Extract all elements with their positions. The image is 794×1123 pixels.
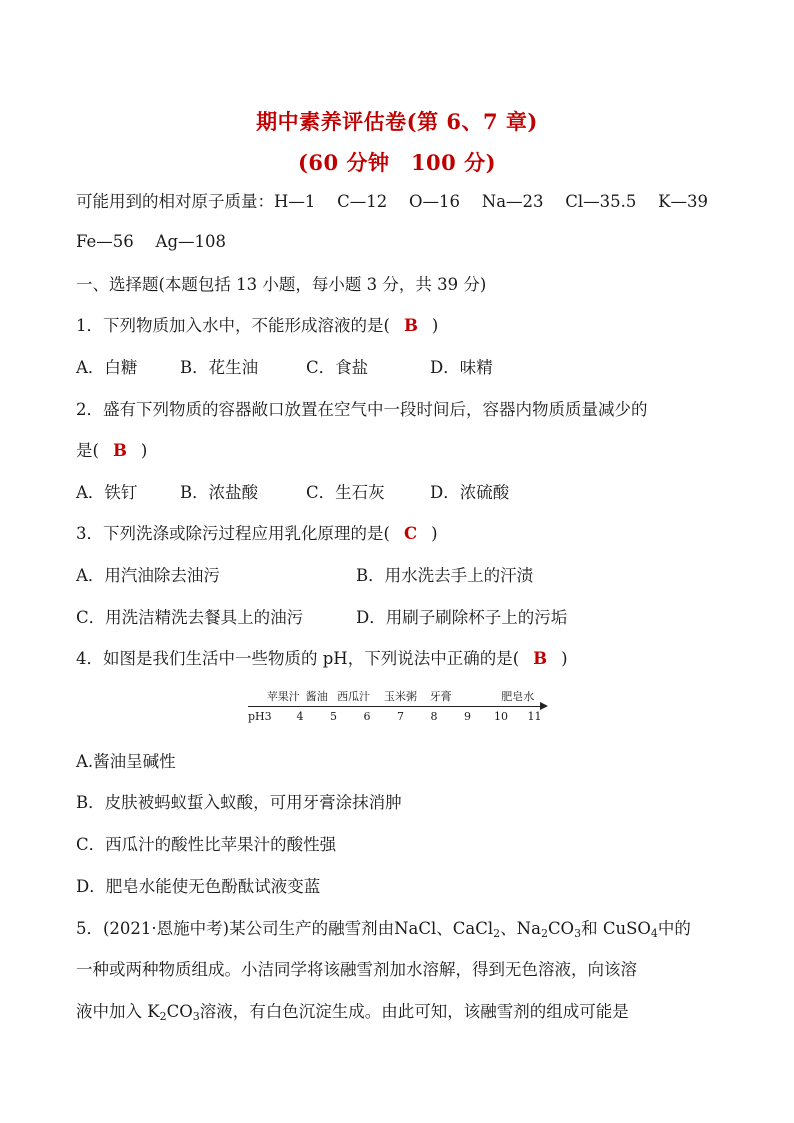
question-2-text: 是(	[76, 441, 99, 460]
option: D．味精	[430, 358, 493, 377]
q5-text: 5．(2021·恩施中考)某公司生产的融雪剂由NaCl、CaCl	[76, 919, 494, 938]
option: C．食盐	[306, 358, 369, 377]
ph-substance-label: 西瓜汁	[337, 690, 371, 703]
question-2-answer: B	[112, 441, 127, 460]
option: A．用汽油除去油污	[76, 566, 220, 585]
ph-substance-label: 肥皂水	[501, 690, 535, 703]
ph-tick-label: 7	[397, 710, 404, 723]
ph-tick-label: 8	[430, 710, 438, 723]
question-5-line-2: 一种或两种物质组成。小洁同学将该融雪剂加水溶解，得到无色溶液，向该溶	[76, 960, 637, 979]
atomic-mass-values: H—1 C—12 O—16 Na—23 Cl—35.5 K—39	[274, 192, 708, 211]
ph-tick-label: 6	[363, 710, 371, 723]
question-1-close: )	[431, 316, 439, 335]
question-4-text: 4．如图是我们生活中一些物质的 pH，下列说法中正确的是(	[76, 649, 520, 668]
atomic-mass-line-2: Fe—56 Ag—108	[76, 232, 227, 251]
ph-tick-label: 11	[527, 710, 542, 723]
option: C．生石灰	[306, 483, 385, 502]
option: B．用水洗去手上的汗渍	[356, 566, 534, 585]
q5-subscript: 2	[159, 1010, 167, 1023]
question-4-option-b: B．皮肤被蚂蚁蜇入蚁酸，可用牙膏涂抹消肿	[76, 793, 402, 812]
option: C．用洗洁精洗去餐具上的油污	[76, 608, 304, 627]
question-4-close: )	[561, 649, 568, 668]
question-1-stem	[76, 315, 438, 337]
question-5-line-3	[76, 1001, 629, 1028]
question-4-option-d: D．肥皂水能使无色酚酞试液变蓝	[76, 877, 321, 896]
q5-subscript: 3	[192, 1010, 200, 1023]
question-4-option-a: A.酱油呈碱性	[76, 752, 176, 771]
ph-tick-label: 5	[330, 710, 337, 723]
ph-tick-label: 10	[494, 710, 508, 723]
atomic-mass-line-1	[76, 191, 708, 213]
option: A．铁钉	[76, 483, 138, 502]
ph-substance-label: 苹果汁	[266, 690, 300, 703]
q5-text: 、Na	[500, 919, 541, 938]
option: D．浓硫酸	[430, 483, 510, 502]
question-4-stem	[76, 648, 568, 670]
q5-text: 溶液，有白色沉淀生成。由此可知，该融雪剂的组成可能是	[199, 1002, 629, 1021]
q5-subscript: 2	[540, 927, 548, 940]
ph-tick-label: 9	[464, 710, 471, 723]
question-1-answer: B	[403, 316, 418, 335]
ph-axis-line	[248, 706, 544, 707]
question-1-options	[76, 357, 493, 379]
question-3-options-row-1	[76, 565, 533, 587]
option: B．浓盐酸	[180, 483, 259, 502]
question-2-stem-line-1: 2．盛有下列物质的容器敞口放置在空气中一段时间后，容器内物质质量减少的	[76, 400, 648, 419]
question-2-close: )	[140, 441, 148, 460]
q5-text: 中的	[657, 919, 691, 938]
q5-subscript: 4	[650, 927, 658, 940]
ph-substance-label: 玉米粥	[384, 690, 417, 703]
option: D．用刷子刷除杯子上的污垢	[356, 608, 568, 627]
question-3-close: )	[431, 524, 438, 543]
ph-scale-figure	[248, 688, 548, 728]
question-4-option-c: C．西瓜汁的酸性比苹果汁的酸性强	[76, 835, 337, 854]
option: A．白糖	[76, 358, 138, 377]
question-4-answer: B	[533, 649, 548, 668]
exam-title: 期中素养评估卷(第 6、7 章)	[256, 109, 538, 134]
option: B．花生油	[180, 358, 259, 377]
ph-axis-arrow	[540, 702, 548, 710]
ph-substance-label: 牙膏	[429, 690, 452, 703]
question-3-text: 3．下列洗涤或除污过程应用乳化原理的是(	[76, 524, 390, 543]
question-3-options-row-2	[76, 607, 567, 629]
q5-subscript: 2	[493, 927, 501, 940]
q5-subscript: 3	[574, 927, 582, 940]
q5-text: CO	[166, 1002, 193, 1021]
ph-tick-label: 4	[296, 710, 304, 723]
q5-text: 和 CuSO	[581, 919, 651, 938]
ph-substance-label: 酱油	[305, 690, 328, 703]
q5-text: 液中加入 K	[76, 1002, 160, 1021]
atomic-mass-label: 可能用到的相对原子质量：	[76, 192, 274, 211]
ph-axis-label: pH3	[248, 710, 272, 723]
question-1-text: 1．下列物质加入水中，不能形成溶液的是(	[76, 316, 390, 335]
question-3-answer: C	[403, 524, 418, 543]
question-5-line-1	[76, 918, 691, 945]
exam-duration: (60 分钟 100 分)	[297, 150, 497, 175]
question-2-options	[76, 482, 509, 504]
question-3-stem	[76, 523, 438, 545]
q5-text: CO	[547, 919, 575, 938]
section-heading: 一、选择题(本题包括 13 小题，每小题 3 分，共 39 分)	[76, 275, 487, 294]
question-2-stem-line-2	[76, 440, 147, 462]
